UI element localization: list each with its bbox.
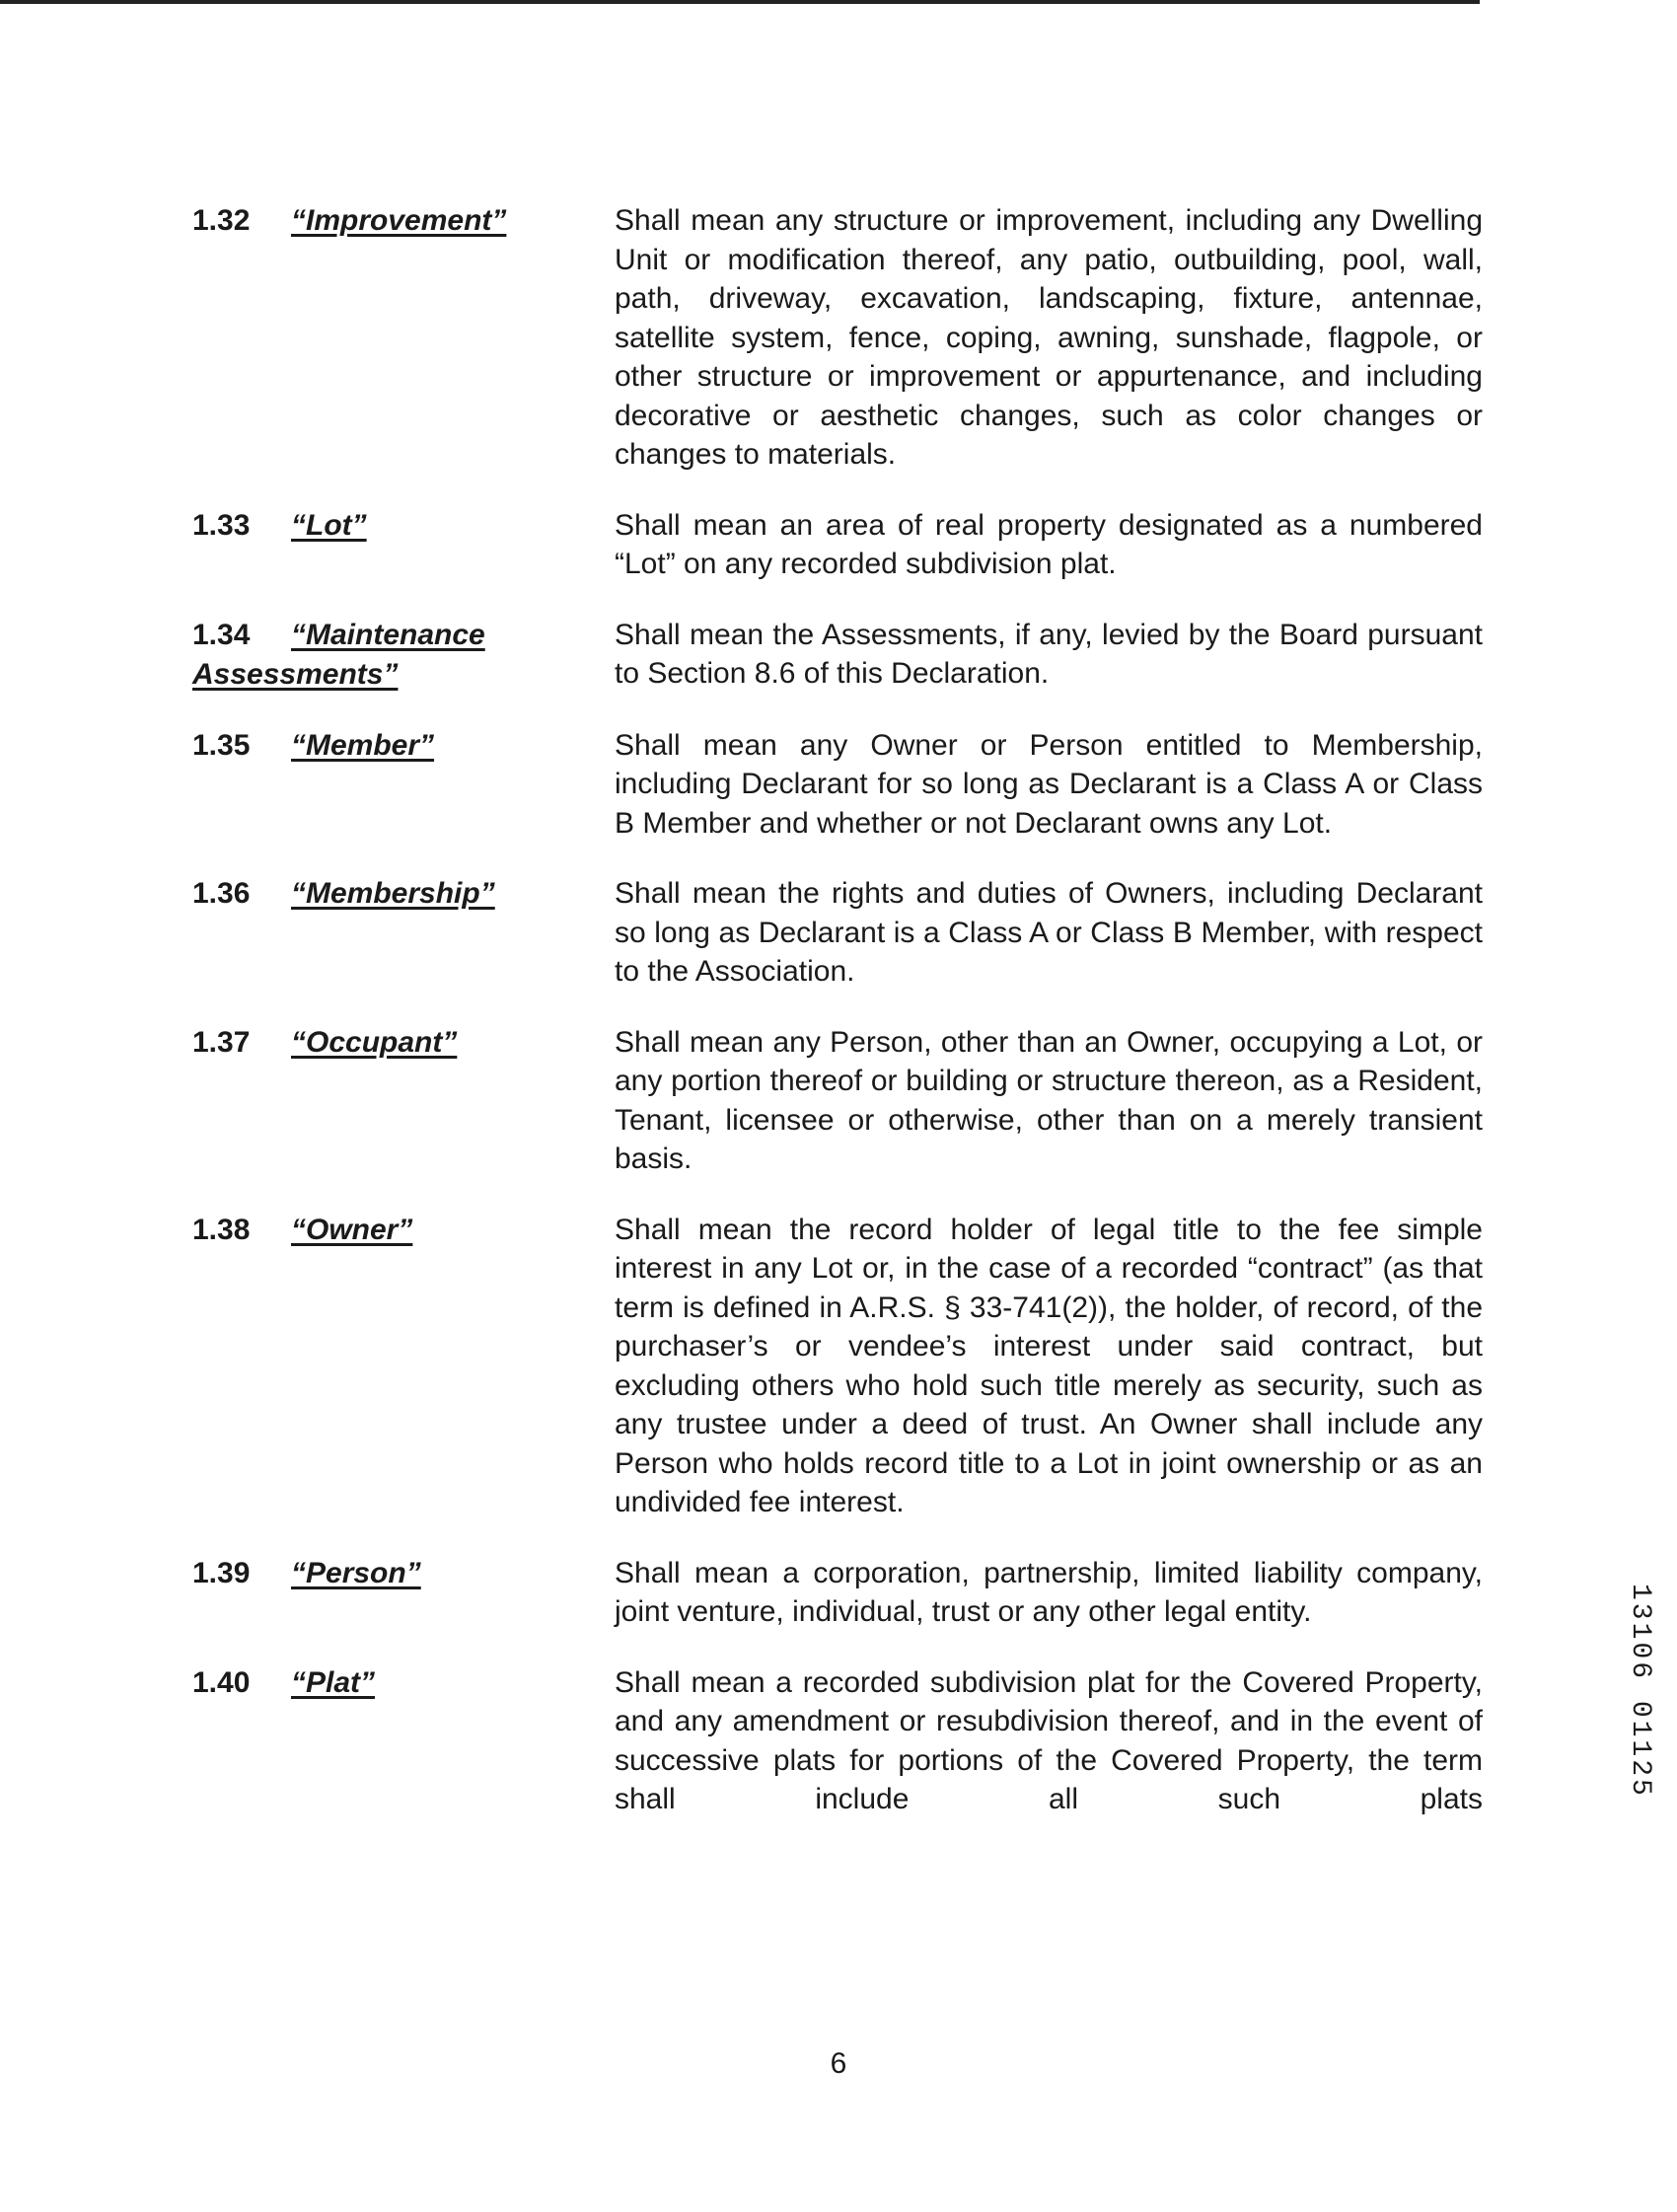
definition-text: Shall mean any Person, other than an Owner, occupying a Lot, or any portion thereof or building or structure thereon, as a Resident, Tenant, licensee or otherwise, other than on a merely transient basis. — [615, 1025, 1483, 1175]
definition-term: “Occupant” — [291, 1025, 458, 1059]
definition-term-cell — [192, 1554, 615, 1593]
definition-term-cell — [192, 874, 615, 914]
definition-number: 1.36 — [192, 877, 251, 910]
definition-number: 1.38 — [192, 1213, 251, 1246]
definition-1-34 — [192, 616, 1495, 695]
definition-1-37 — [192, 1023, 1495, 1179]
recording-number-stamp — [1618, 1584, 1677, 1899]
recording-number-text: 13106 01125 — [1625, 1584, 1655, 1799]
definition-1-32 — [192, 201, 1495, 475]
definition-term: “Maintenance Assessments” — [192, 618, 485, 691]
definition-term-cell — [192, 506, 615, 546]
definition-term-cell — [192, 201, 615, 241]
definition-number: 1.35 — [192, 728, 251, 762]
definition-text: Shall mean a recorded subdivision plat for the Covered Property, and any amendment or resubdivision thereof, and in the event of successive plats for portions of the Covered Property, the term shall include all such plats — [615, 1665, 1483, 1815]
definition-term: “Plat” — [291, 1665, 376, 1699]
definition-text: Shall mean an area of real property designated as a numbered “Lot” on any recorded subdivision plat. — [615, 508, 1483, 580]
definition-term: “Improvement” — [291, 204, 507, 237]
definition-1-33 — [192, 506, 1495, 584]
definition-1-40 — [192, 1663, 1495, 1819]
definition-term: “Person” — [291, 1556, 421, 1589]
definition-text: Shall mean any Owner or Person entitled to Membership, including Declarant for so long as Declarant is a Class A or Class B Member and whether or not Declarant owns any Lot. — [615, 728, 1483, 840]
definition-1-39 — [192, 1554, 1495, 1632]
definition-text: Shall mean the rights and duties of Owners, including Declarant so long as Declarant is a Class A or Class B Member, with respect to the Association. — [615, 877, 1483, 988]
definition-number: 1.37 — [192, 1025, 251, 1059]
definitions-list — [192, 201, 1495, 1819]
definition-term-cell — [192, 1023, 615, 1063]
definition-term-cell — [192, 1663, 615, 1703]
definition-1-35 — [192, 726, 1495, 844]
definition-number: 1.39 — [192, 1556, 251, 1589]
top-border-rule — [0, 0, 1480, 4]
definition-text: Shall mean the Assessments, if any, levied by the Board pursuant to Section 8.6 of this Declaration. — [615, 618, 1483, 690]
definition-1-36 — [192, 874, 1495, 992]
definition-term: “Owner” — [291, 1213, 413, 1246]
definition-term: “Lot” — [291, 508, 367, 542]
definition-text: Shall mean any structure or improvement, including any Dwelling Unit or modification thereof, any patio, outbuilding, pool, wall, path, driveway, excavation, landscaping, fixture, antennae, satellite system, fence, coping, awning, sunshade, flagpole, or other structure or improvement or appurtenance, and including decorative or aesthetic changes, such as color changes or changes to materials. — [615, 204, 1483, 471]
definition-number: 1.32 — [192, 204, 251, 237]
definition-1-38 — [192, 1211, 1495, 1522]
definition-number: 1.33 — [192, 508, 251, 542]
definition-number: 1.34 — [192, 618, 251, 651]
definition-term-cell — [192, 1211, 615, 1250]
definition-term: “Member” — [291, 728, 435, 762]
definition-term: “Membership” — [291, 877, 495, 910]
definition-number: 1.40 — [192, 1665, 251, 1699]
definition-term-cell — [192, 616, 615, 695]
definition-term-cell — [192, 726, 615, 766]
page-number: 6 — [830, 2047, 847, 2080]
definition-text: Shall mean the record holder of legal title to the fee simple interest in any Lot or, in the case of a recorded “contract” (as that term is defined in A.R.S. § 33-741(2)), the holder, of record, of the purchaser’s or vendee’s interest under said contract, but excluding others who hold such title merely as security, such as any trustee under a deed of trust. An Owner shall include any Person who holds record title to a Lot in joint ownership or as an undivided fee interest. — [615, 1213, 1483, 1518]
definition-text: Shall mean a corporation, partnership, limited liability company, joint venture, individual, trust or any other legal entity. — [615, 1556, 1483, 1628]
